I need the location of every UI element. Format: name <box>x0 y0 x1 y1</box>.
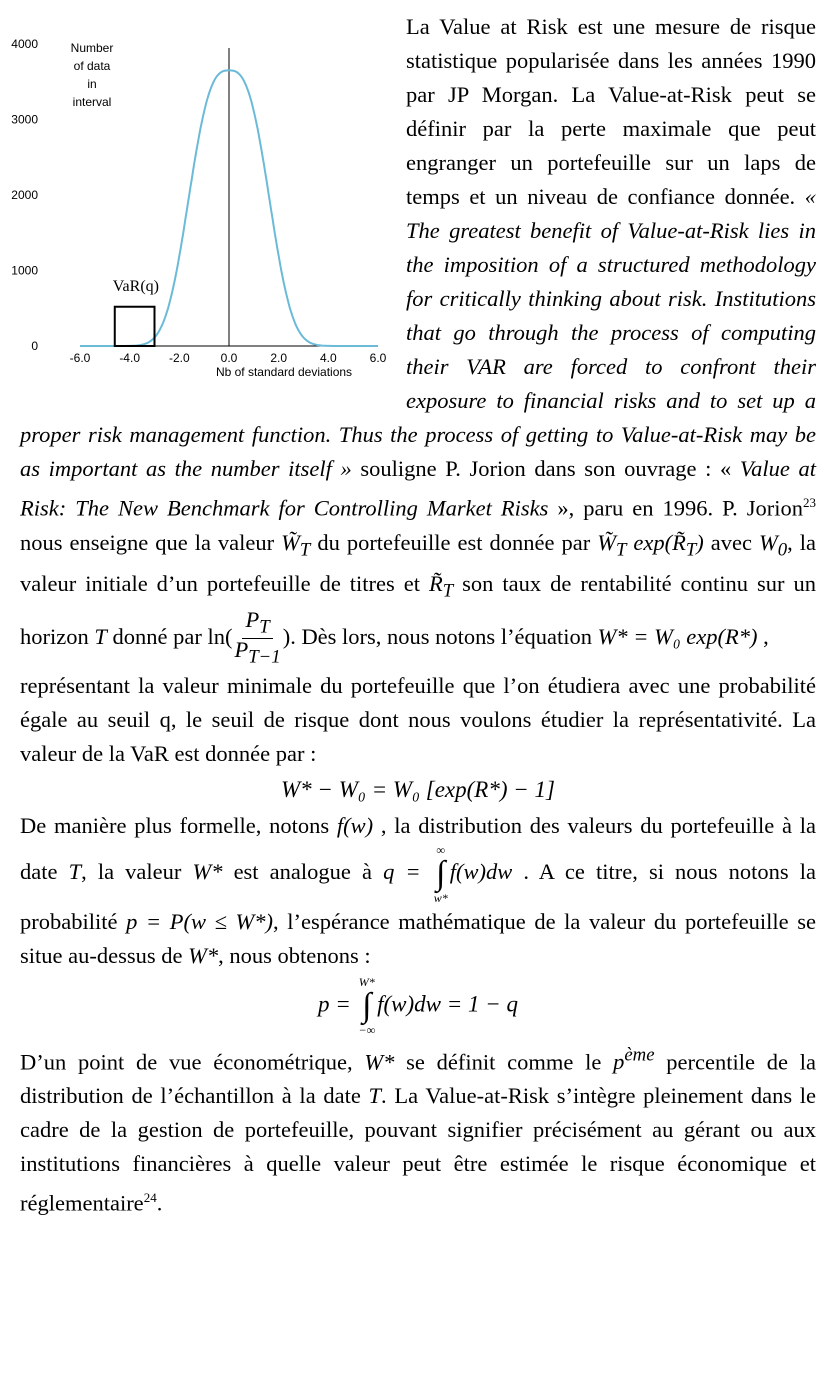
text-segment: , la valeur <box>81 858 193 884</box>
x-tick-label: -4.0 <box>119 351 141 365</box>
y-tick-label: 0 <box>31 339 38 353</box>
integral-q: ∞ ∫ w* <box>433 842 448 905</box>
equation-var: W* − W₀ = W₀ [exp(R*) − 1] <box>281 776 555 802</box>
x-tick-label: -6.0 <box>69 351 91 365</box>
equation-p: p = W* ∫ −∞ f(w)dw = 1 − q <box>317 974 519 1037</box>
math-w0: $W_0$ <box>759 529 788 560</box>
math-integrand: f(w)dw <box>449 858 513 884</box>
math-pth: $p^{ème}$ <box>613 1044 655 1074</box>
math-t: T <box>68 858 82 884</box>
text-segment: souligne P. Jorion dans son ouvrage : « <box>351 456 740 481</box>
math-fraction: $\frac{P_T}{P_{T-1}}$ <box>234 606 281 668</box>
text-segment: donné par <box>112 623 208 649</box>
text-segment: », paru en 1996. P. Jorion <box>548 495 803 521</box>
book-title: Value at Risk: The New Benchmark for Controlling Market Risks <box>20 456 816 521</box>
math-ln: ln( <box>207 623 233 649</box>
x-tick-label: 2.0 <box>270 351 288 365</box>
paragraph-2: représentant la valeur minimale du portefeuille que l’on étudiera avec une probabilité égale au seuil q, le seuil de risque dont nous voulons étudier la représentativité. La valeur de la VaR est donnée par : <box>20 672 816 766</box>
paragraph-4 <box>20 1039 816 1221</box>
paragraph-1: La Value at Risk est une mesure de risque statistique popularisée dans les années 1990 par JP Morgan. La Value-at-Risk peut se définir par la perte maximale que peut engranger un portefeuille sur un laps de temps et un niveau de confiance donnée. « The greatest benefit of Value-at-Risk lies in the imposition of a structured methodology for critically thinking about risk. Institutions that go through the process of computing their VAR are forced to confront their exposure to financial risks and to set up a proper risk management function. Thus the process of getting to Value-at-Risk may be as important as the number itself » souligne P. Jorion dans son ouvrage : « Value at Risk: The New Benchmark for Controlling Market Risks », paru en 1996. P. Jorion$^{23}$ nous enseigne que la valeur $W̃_T$ du portefeuille est donnée par $W̃_T$ $\exp(R̃_T)$ avec $W_0$, la valeur initiale d’un portefeuille de titres et $R̃_T$ son taux de rentabilité continu sur un horizon T donné par ln( $\frac{P_T}{P_{T-1}}$ ). Dès lors, nous notons l’équation W* = W₀ exp(R*) , <box>20 14 816 668</box>
text-segment: nous enseigne que la valeur <box>20 529 282 555</box>
math-wt: $W̃_T$ <box>281 529 311 560</box>
x-tick-label: -2.0 <box>168 351 190 365</box>
text-segment: , la valeur initiale d’un portefeuille de titres et <box>20 529 816 596</box>
text-segment: est analogue à <box>222 858 384 884</box>
text-segment: , <box>757 623 769 649</box>
x-axis-title: Nb of standard deviations <box>215 365 353 379</box>
x-tick-label: 4.0 <box>319 351 337 365</box>
document-body <box>20 10 816 1221</box>
x-tick-label: 0.0 <box>220 351 238 365</box>
intro-text: La Value at Risk est une mesure de risque statistique popularisée dans les années 1990 par JP Morgan. La Value-at-Risk peut se définir par la perte maximale que peut engranger un portefeuille sur un laps de temps et un niveau de confiance donnée. <box>406 14 816 209</box>
math-t: T <box>368 1083 382 1108</box>
math-rt: $R̃_T$ <box>429 571 454 602</box>
y-tick-label: 1000 <box>11 263 38 278</box>
math-wstar: W* <box>192 858 223 884</box>
y-axis-title-line: in <box>87 77 97 91</box>
text-segment: . A ce titre, si nous notons la probabilité <box>20 858 816 934</box>
text-segment: avec <box>703 529 759 555</box>
text-segment: , nous obtenons : <box>218 942 371 968</box>
y-axis-title-line: of data <box>73 59 111 73</box>
y-axis-title-line: interval <box>72 95 112 109</box>
math-q: q = <box>383 858 432 884</box>
math-wstar: W* <box>364 1049 395 1074</box>
x-tick-label: 6.0 <box>369 351 387 365</box>
text-segment: , la distribution des valeurs du portefeuille à la date <box>20 812 816 884</box>
footnote-ref[interactable]: 24 <box>143 1190 157 1205</box>
text-segment: . <box>156 1190 163 1216</box>
text-segment: percentile de la distribution de l’échantillon à la date <box>20 1049 816 1108</box>
text-segment: se définit comme le <box>394 1049 614 1074</box>
y-axis-title-line: Number <box>70 41 114 55</box>
y-tick-label: 2000 <box>11 188 38 202</box>
math-wt-exp: $W̃_T$ $\exp(R̃_T)$ <box>597 529 704 560</box>
text-segment: . La Value-at-Risk s’intègre pleinement dans le cadre de la gestion de portefeuille, pouvant signifier précisément au gérant ou aux institutions financières à quelle valeur peut être estimée le risque économique et réglementaire <box>20 1083 816 1216</box>
text-segment: De manière plus formelle, notons <box>20 812 337 838</box>
footnote-ref[interactable]: 23 <box>802 495 816 510</box>
var-annotation: VaR(q) <box>112 277 159 295</box>
text-segment: , l’espérance mathématique de la valeur du portefeuille se situe au-dessus de <box>20 908 816 968</box>
math-equation-w: W* = W₀ exp(R*) <box>597 623 758 649</box>
math-t: T <box>94 623 107 649</box>
text-segment: du portefeuille est donnée par <box>310 529 598 555</box>
y-tick-label: 4000 <box>11 37 38 51</box>
jorion-quote: « The greatest benefit of Value-at-Risk lies in the imposition of a structured methodology for critically thinking about risk. Institutions that go through the process of computing their VAR are forced to confront their exposure to financial risks and to set up a proper risk management function. Thus the process of getting to Value-at-Risk may be as important as the number itself » <box>20 184 816 481</box>
math-wstar: W* <box>188 942 219 968</box>
paragraph-3 <box>20 809 816 973</box>
math-fw: f(w) <box>336 812 374 838</box>
text-segment: D’un point de vue économétrique, <box>20 1049 365 1074</box>
y-tick-label: 3000 <box>11 112 38 127</box>
math-probability: p = P(w ≤ W*) <box>126 908 274 934</box>
text-segment: . Dès lors, nous notons l’équation <box>290 623 598 649</box>
text-segment: son taux de rentabilité continu sur un horizon <box>20 571 816 649</box>
